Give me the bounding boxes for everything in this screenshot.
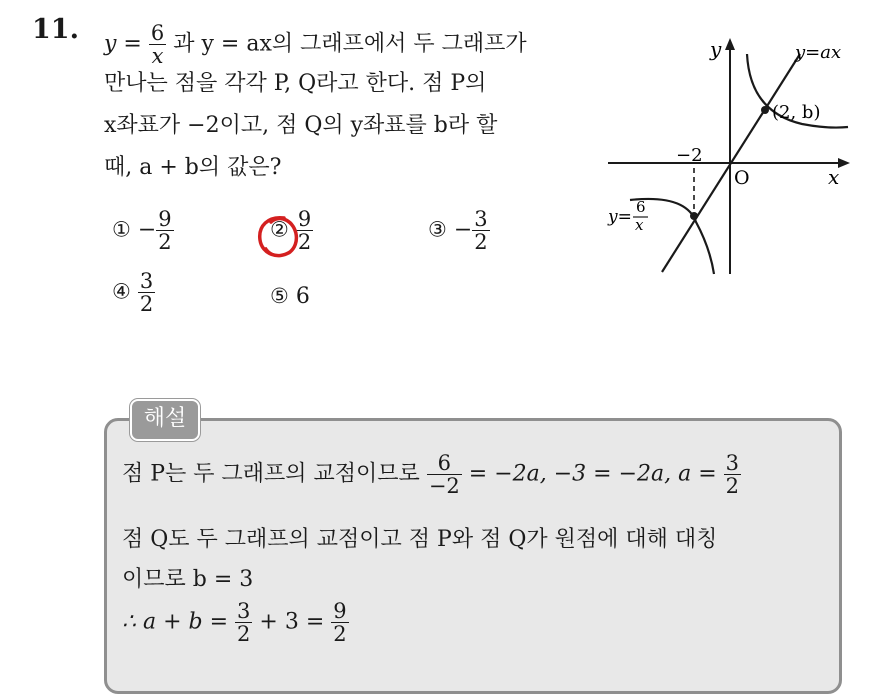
option-5-value: 6 [295, 284, 310, 309]
option-3-marker: ③ [428, 217, 447, 242]
option-1-den: 2 [158, 230, 172, 255]
y-axis-arrow-icon [725, 38, 735, 50]
option-3[interactable] [428, 208, 490, 253]
problem-line-1-text: 과 y = ax의 그래프에서 두 그래프가 [173, 31, 527, 57]
option-5[interactable] [270, 284, 310, 309]
question-number: 11. [32, 14, 79, 45]
problem-line-4: 때, a + b의 값은? [104, 155, 282, 180]
solution-ans-num: 3 [725, 451, 740, 475]
problem-line-2: 만나는 점을 각각 P, Q라고 한다. 점 P의 [104, 71, 487, 96]
neg-two-label: −2 [676, 145, 703, 166]
option-1-num: 9 [158, 207, 172, 231]
problem-line-1 [104, 22, 527, 67]
solution-line-3: 이므로 b = 3 [122, 567, 254, 592]
x-axis-arrow-icon [838, 158, 850, 168]
solution-line-1 [122, 452, 741, 497]
solution-ans-den: 2 [725, 474, 740, 499]
solution-frac-num: 6 [437, 451, 451, 475]
solution-line-4-mid: + 3 = [259, 609, 325, 635]
solution-line-2: 점 Q도 두 그래프의 교점이고 점 P와 점 Q가 원점에 대해 대칭 [122, 527, 718, 552]
problem-y-eq: y = [104, 31, 142, 57]
option-3-sign: − [453, 217, 473, 243]
graph [600, 30, 860, 280]
origin-label: O [734, 167, 750, 189]
option-4-num: 3 [139, 269, 154, 293]
solution-frac1-num: 3 [237, 599, 251, 623]
point-q [761, 106, 769, 114]
curve-label-prefix: y= [608, 207, 632, 227]
solution-frac1-den: 2 [237, 622, 251, 647]
y-axis-label: y [710, 37, 722, 61]
solution-frac2-den: 2 [333, 622, 347, 647]
curve-label-num: 6 [636, 198, 646, 216]
option-4-den: 2 [139, 292, 154, 317]
solution-frac2-num: 9 [333, 599, 347, 623]
option-2-num: 9 [297, 207, 312, 231]
solution-frac-den: −2 [428, 474, 460, 499]
option-1-sign: − [137, 217, 157, 243]
curve-label-den: x [635, 216, 644, 234]
option-4[interactable] [112, 270, 155, 315]
selected-answer-circle-icon [254, 212, 304, 262]
solution-badge: 해설 [130, 399, 200, 441]
option-2-den: 2 [297, 230, 312, 255]
point-q-label: (2, b) [772, 102, 821, 123]
problem-frac-den: x [149, 44, 166, 67]
solution-line-1-rest: = −2a, −3 = −2a, a = [468, 461, 717, 487]
option-2-marker: ② [270, 217, 289, 242]
option-5-marker: ⑤ [270, 284, 289, 308]
problem-line-3: x좌표가 −2이고, 점 Q의 y좌표를 b라 할 [104, 113, 498, 138]
line-label: y=ax [795, 42, 842, 63]
option-1-marker: ① [112, 217, 131, 242]
problem-frac-num: 6 [150, 21, 165, 45]
solution-line-4 [122, 600, 349, 645]
x-axis-label: x [828, 165, 840, 189]
solution-line-1-text: 점 P는 두 그래프의 교점이므로 [122, 461, 420, 487]
point-p [690, 212, 698, 220]
solution-line-4-prefix: ∴ a + b = [122, 609, 229, 635]
option-3-den: 2 [474, 230, 488, 255]
option-1[interactable] [112, 208, 174, 253]
option-3-num: 3 [474, 207, 488, 231]
option-4-marker: ④ [112, 279, 131, 304]
problem-fraction [149, 22, 166, 67]
